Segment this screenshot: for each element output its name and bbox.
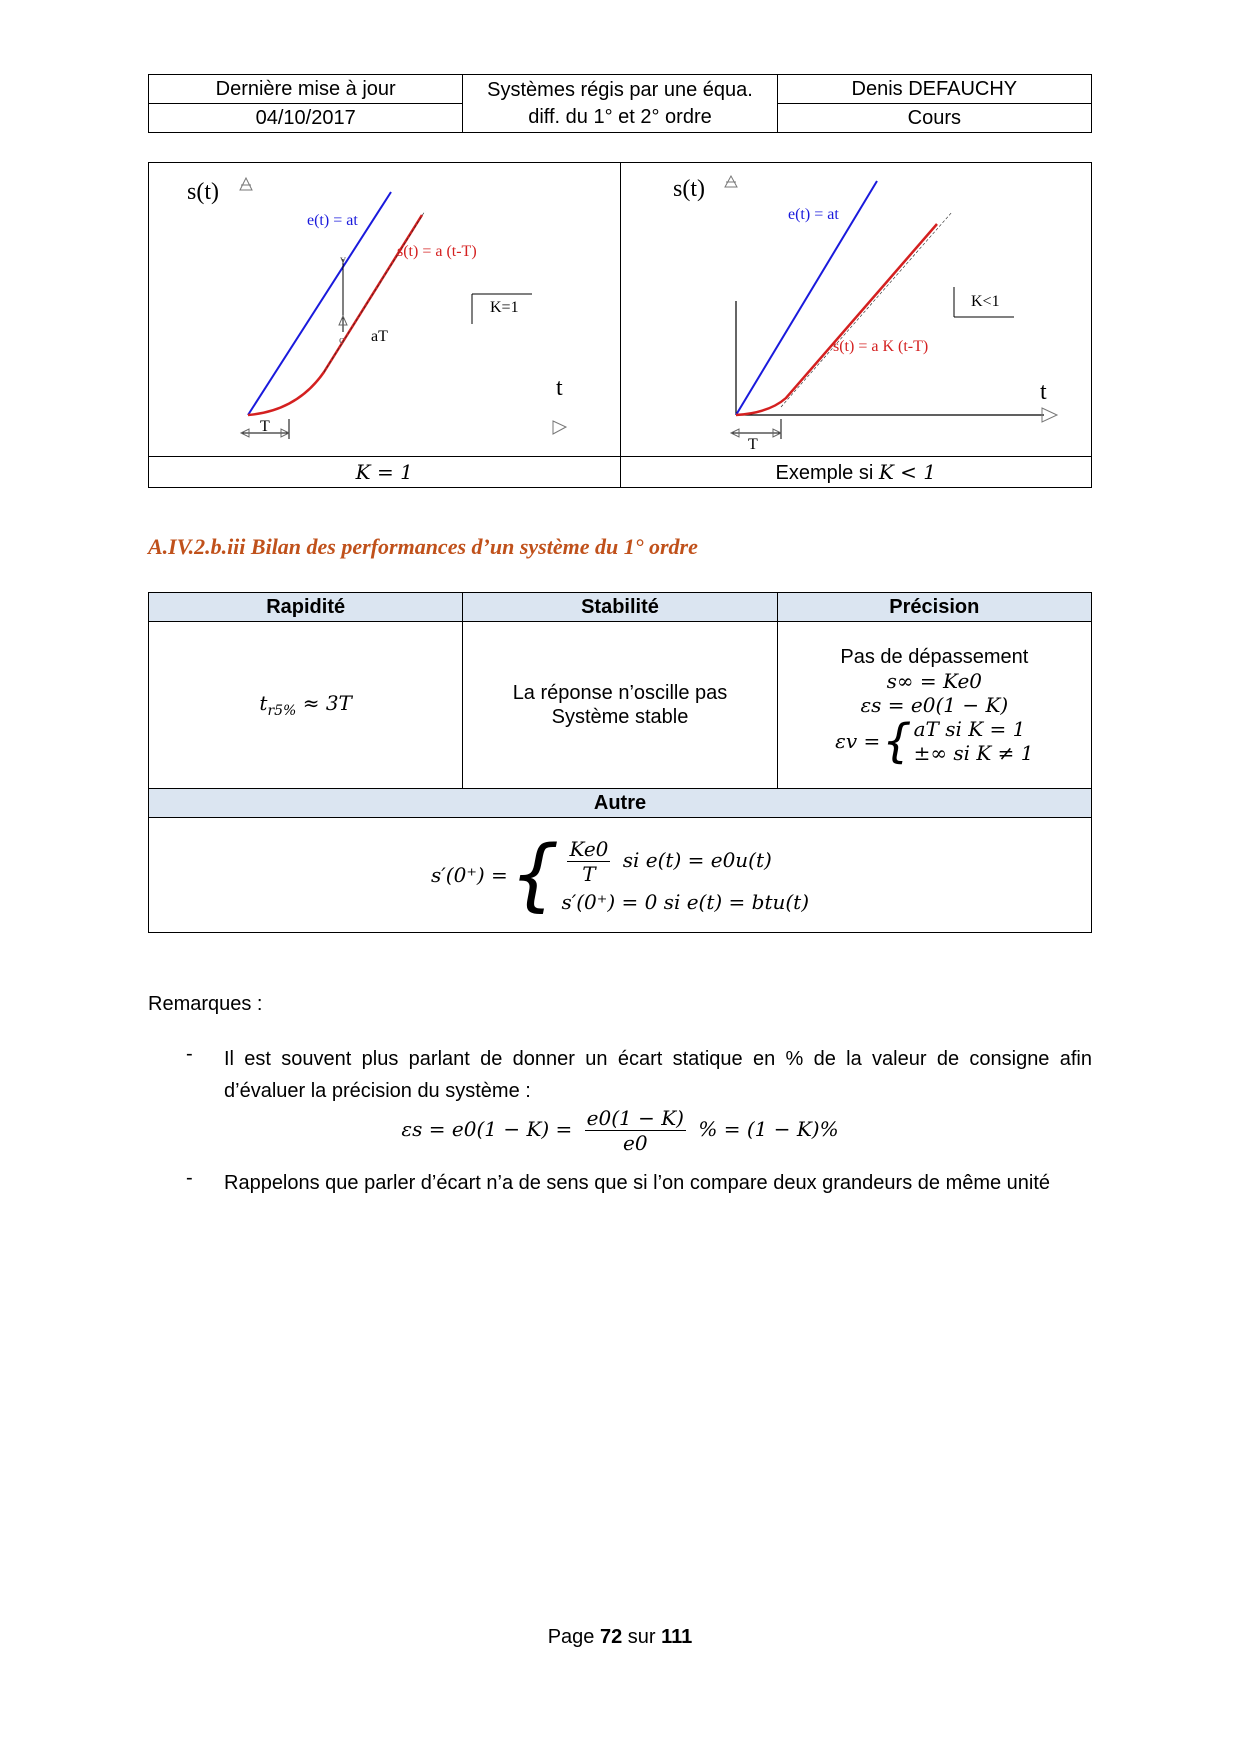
y-axis-arrow-icon	[240, 178, 252, 190]
eps-v-lhs: εv =	[835, 729, 881, 753]
title-line2: diff. du 1° et 2° ordre	[528, 105, 712, 128]
stabilite-value	[463, 622, 777, 789]
precision-eps-v	[835, 714, 1034, 768]
delay-label: T	[747, 436, 758, 451]
initial-slope-lhs: s′(0⁺) =	[430, 863, 508, 887]
rise-time-symbol: t	[259, 691, 268, 715]
doc-type: Cours	[777, 104, 1091, 133]
performance-table	[148, 592, 1092, 933]
x-axis-label: t	[1039, 379, 1047, 405]
static-error-formula	[148, 1106, 1092, 1155]
title-line1: Systèmes régis par une équa.	[487, 78, 753, 101]
section-title: A.IV.2.b.iii Bilan des performances d’un système du 1° ordre	[148, 534, 698, 559]
page-total: 111	[661, 1626, 693, 1648]
update-date: 04/10/2017	[149, 104, 463, 133]
formula-lhs: εs = e0(1 − K) =	[401, 1117, 573, 1141]
remark-item-2: Rappelons que parler d’écart n’a de sens que si l’on compare deux grandeurs de même unité	[224, 1172, 1051, 1194]
brace-icon: {	[509, 830, 560, 920]
header-autre: Autre	[149, 789, 1092, 818]
page-footer	[0, 1626, 1240, 1649]
autre-value	[149, 818, 1092, 933]
header-stabilite: Stabilité	[463, 593, 777, 622]
x-axis-label: t	[556, 375, 563, 401]
remarks-title: Remarques :	[148, 993, 263, 1015]
output-response-curve	[736, 224, 937, 415]
input-label: e(t) = at	[787, 206, 839, 223]
gap-marker-top-tick: v	[340, 252, 346, 266]
formula-rhs: % = (1 − K)%	[698, 1117, 839, 1141]
page-number: 72	[599, 1626, 623, 1648]
rise-time-value: ≈ 3T	[296, 691, 352, 715]
document-title	[463, 75, 777, 133]
precision-eps-s: εs = e0(1 − K)	[860, 693, 1009, 717]
author: Denis DEFAUCHY	[777, 75, 1091, 104]
gap-label: aT	[371, 328, 388, 345]
figure-table	[148, 162, 1092, 488]
output-asymptote-line	[781, 212, 952, 407]
brace-icon: {	[882, 714, 912, 768]
initial-slope-cases	[561, 837, 809, 914]
output-response-curve	[248, 215, 422, 415]
precision-no-overshoot: Pas de dépassement	[840, 646, 1029, 668]
header-rapidite: Rapidité	[149, 593, 463, 622]
rapidite-value	[149, 622, 463, 789]
header-precision: Précision	[777, 593, 1091, 622]
eps-v-case2: ±∞ si K ≠ 1	[913, 741, 1034, 765]
input-label: e(t) = at	[307, 212, 358, 229]
gain-label: K<1	[970, 293, 1000, 310]
initial-slope-case2: s′(0⁺) = 0 si e(t) = btu(t)	[561, 889, 810, 914]
bullet-dash: -	[186, 1167, 193, 1189]
precision-s-inf: s∞ = Ke0	[886, 669, 983, 693]
caption-left: K = 1	[149, 457, 621, 488]
page-prefix: Page	[547, 1626, 600, 1648]
initial-slope-case1	[561, 837, 809, 886]
gap-marker-bottom-tick: c	[339, 334, 344, 346]
formula-numerator: e0(1 − K)	[586, 1106, 684, 1130]
caption-right	[620, 457, 1092, 488]
bullet-dash: -	[186, 1043, 193, 1065]
last-update-label: Dernière mise à jour	[149, 75, 463, 104]
stabilite-line2: Système stable	[551, 706, 689, 728]
delay-label: T	[260, 418, 270, 435]
output-label: s(t) = a (t-T)	[397, 243, 477, 260]
header-table	[148, 74, 1092, 133]
caption-right-prefix: Exemple si	[775, 461, 879, 484]
caption-right-math: K < 1	[878, 459, 936, 484]
y-axis-label: s(t)	[672, 176, 705, 202]
eps-v-cases	[914, 717, 1034, 765]
figure-left-cell	[149, 163, 621, 457]
x-axis-arrow-icon	[553, 421, 566, 434]
eps-v-case1: aT si K = 1	[913, 717, 1026, 741]
fraction-numerator: Ke0	[569, 836, 609, 861]
output-label: s(t) = a K (t-T)	[832, 338, 928, 355]
rise-time-subscript: r5%	[267, 703, 297, 719]
initial-slope-formula	[430, 830, 810, 920]
output-asymptote-line	[324, 211, 425, 372]
chart-k-less-than-1	[621, 163, 1102, 451]
initial-slope-fraction	[567, 837, 610, 886]
gain-label: K=1	[490, 299, 519, 316]
formula-fraction	[585, 1106, 686, 1155]
x-axis-arrow-icon	[1042, 408, 1057, 422]
precision-value	[777, 622, 1091, 789]
stabilite-line1: La réponse n’oscille pas	[512, 682, 728, 704]
page-sep: sur	[622, 1626, 662, 1648]
formula-denominator: e0	[623, 1131, 648, 1155]
figure-right-cell	[620, 163, 1092, 457]
chart-k-equals-1	[149, 163, 610, 451]
y-axis-label: s(t)	[187, 179, 219, 205]
initial-slope-case1-condition: si e(t) = e0u(t)	[622, 847, 772, 872]
fraction-denominator: T	[582, 861, 596, 886]
remark-item-1: Il est souvent plus parlant de donner un écart statique en % de la valeur de consigne afin d’évaluer la précision du système :	[224, 1048, 1092, 1102]
